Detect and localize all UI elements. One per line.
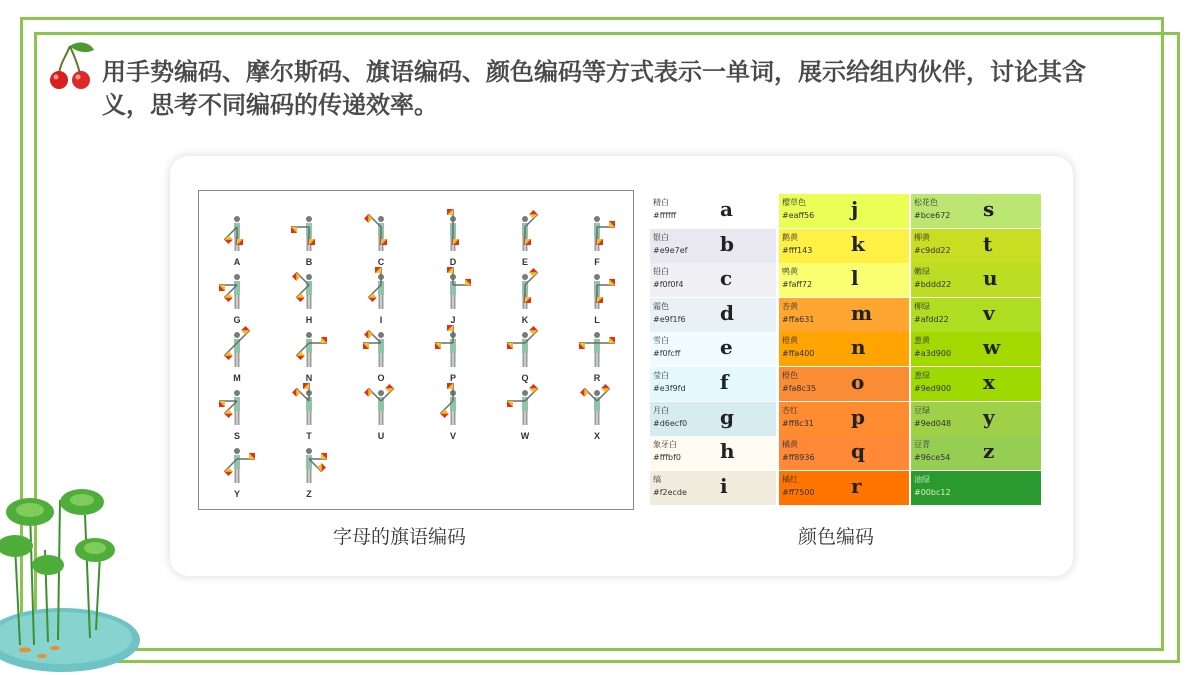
color-letter: z xyxy=(983,439,995,464)
semaphore-letter: C xyxy=(377,257,385,267)
color-letter: f xyxy=(720,370,729,394)
semaphore-y xyxy=(217,441,257,503)
page-title: 用手势编码、摩尔斯码、旗语编码、颜色编码等方式表示一单词，展示给组内伙伴，讨论其含义，思考不同编码的传递效率。 xyxy=(102,58,1086,119)
color-code-v xyxy=(911,298,1041,332)
semaphore-i xyxy=(361,267,401,329)
semaphore-figure-icon xyxy=(289,325,329,371)
semaphore-u xyxy=(361,383,401,445)
color-name: 莹白 xyxy=(653,371,669,380)
color-letter: y xyxy=(983,404,995,429)
color-hex: #bce672 xyxy=(914,211,951,220)
semaphore-letter: K xyxy=(521,315,529,325)
semaphore-letter: H xyxy=(305,315,313,325)
color-letter: j xyxy=(851,197,859,221)
color-name: 葱黄 xyxy=(914,336,930,346)
color-code-u xyxy=(911,263,1041,297)
color-code-z xyxy=(911,436,1041,470)
semaphore-figure-icon xyxy=(361,325,401,371)
semaphore-figure-icon xyxy=(577,325,617,371)
semaphore-letter: U xyxy=(377,431,385,441)
color-name: 橘红 xyxy=(782,474,798,484)
semaphore-r xyxy=(577,325,617,387)
color-name: 鹅黄 xyxy=(782,232,798,242)
color-letter: w xyxy=(983,335,1001,360)
semaphore-figure-icon xyxy=(577,383,617,429)
color-name: 橙色 xyxy=(782,371,798,380)
color-code-h xyxy=(650,436,776,470)
color-letter: k xyxy=(851,231,865,256)
semaphore-z xyxy=(289,441,329,503)
color-code-c xyxy=(650,263,776,297)
semaphore-x xyxy=(577,383,617,445)
color-code-a xyxy=(650,194,776,228)
semaphore-s xyxy=(217,383,257,445)
color-code-i xyxy=(650,471,776,505)
semaphore-figure-icon xyxy=(361,383,401,429)
color-hex: #afdd22 xyxy=(914,314,949,324)
semaphore-v xyxy=(433,383,473,445)
color-letter: v xyxy=(983,300,995,325)
color-name: 葱绿 xyxy=(914,371,930,380)
semaphore-letter: Q xyxy=(521,373,529,383)
semaphore-f xyxy=(577,209,617,271)
semaphore-letter: Y xyxy=(233,489,240,499)
color-hex: #c9dd22 xyxy=(914,245,951,255)
color-code-caption: 颜色编码 xyxy=(798,526,875,548)
semaphore-n xyxy=(289,325,329,387)
color-hex: #f0f0f4 xyxy=(653,280,684,290)
semaphore-q xyxy=(505,325,545,387)
semaphore-figure-icon xyxy=(577,267,617,313)
semaphore-letter: M xyxy=(233,373,241,383)
semaphore-letter: W xyxy=(520,431,530,441)
color-letter: p xyxy=(851,404,865,429)
semaphore-letter: I xyxy=(379,315,383,325)
color-letter: q xyxy=(851,439,865,464)
color-letter: l xyxy=(851,266,859,291)
color-name: 嫩绿 xyxy=(914,267,930,277)
color-hex: #9ed048 xyxy=(914,418,952,428)
color-code-q xyxy=(779,436,909,470)
color-hex: #ffa400 xyxy=(782,349,815,359)
color-hex: #96ce54 xyxy=(914,453,951,463)
color-letter: i xyxy=(720,473,728,498)
semaphore-figure-icon xyxy=(289,441,329,487)
color-code-w xyxy=(911,332,1041,366)
semaphore-panel xyxy=(198,190,634,510)
semaphore-figure-icon xyxy=(289,209,329,255)
semaphore-letter: P xyxy=(449,373,456,383)
semaphore-t xyxy=(289,383,329,445)
semaphore-figure-icon xyxy=(505,267,545,313)
semaphore-figure-icon xyxy=(505,325,545,371)
color-letter: o xyxy=(851,370,865,394)
semaphore-letter: B xyxy=(305,257,313,267)
semaphore-letter: E xyxy=(521,257,528,267)
semaphore-figure-icon xyxy=(505,383,545,429)
color-code-o xyxy=(779,367,909,401)
color-code-t xyxy=(911,229,1041,263)
color-letter: h xyxy=(720,439,735,464)
semaphore-figure-icon xyxy=(433,325,473,371)
semaphore-w xyxy=(505,383,545,445)
color-code-n xyxy=(779,332,909,366)
color-hex: #e3f9fd xyxy=(653,384,686,393)
semaphore-p xyxy=(433,325,473,387)
semaphore-letter: V xyxy=(449,431,456,441)
color-letter: s xyxy=(983,197,995,221)
semaphore-h xyxy=(289,267,329,329)
semaphore-e xyxy=(505,209,545,271)
color-code-j xyxy=(779,194,909,228)
color-letter: c xyxy=(720,266,733,291)
semaphore-letter: L xyxy=(594,315,600,325)
color-code-f xyxy=(650,367,776,401)
color-hex: #f0fcff xyxy=(653,349,681,359)
semaphore-a xyxy=(217,209,257,271)
semaphore-figure-icon xyxy=(361,209,401,255)
color-code-d xyxy=(650,298,776,332)
semaphore-j xyxy=(433,267,473,329)
color-code-g xyxy=(650,402,776,436)
color-name: 铅白 xyxy=(653,267,669,277)
color-hex: #ff8c31 xyxy=(782,418,814,428)
semaphore-figure-icon xyxy=(217,441,257,487)
color-hex: #fa8c35 xyxy=(782,384,817,393)
color-name: 橙黄 xyxy=(782,336,798,346)
color-name: 鸭黄 xyxy=(782,267,798,277)
lotus-plants-decoration xyxy=(0,470,150,675)
semaphore-o xyxy=(361,325,401,387)
image-card xyxy=(170,156,1073,576)
color-hex: #ffffff xyxy=(653,211,677,220)
color-code-l xyxy=(779,263,909,297)
semaphore-figure-icon xyxy=(577,209,617,255)
semaphore-figure-icon xyxy=(361,267,401,313)
cherry-icon xyxy=(48,40,98,92)
color-hex: #faff72 xyxy=(782,280,813,290)
semaphore-letter: T xyxy=(306,431,312,441)
color-letter: r xyxy=(851,473,862,498)
semaphore-d xyxy=(433,209,473,271)
color-hex: #bddd22 xyxy=(914,280,952,290)
color-code-m xyxy=(779,298,909,332)
color-letter: a xyxy=(720,197,733,221)
semaphore-figure-icon xyxy=(505,209,545,255)
color-hex: #fffbf0 xyxy=(653,453,682,463)
color-name: 银白 xyxy=(653,232,669,242)
color-name: 霜色 xyxy=(653,301,669,311)
color-code-x xyxy=(911,367,1041,401)
color-letter: e xyxy=(720,335,733,360)
semaphore-m xyxy=(217,325,257,387)
semaphore-letter: Z xyxy=(306,489,312,499)
color-letter: g xyxy=(720,404,734,429)
color-name: 象牙白 xyxy=(653,440,677,450)
color-hex: #d6ecf0 xyxy=(653,418,688,428)
semaphore-letter: S xyxy=(233,431,240,441)
semaphore-letter: X xyxy=(593,431,600,441)
color-hex: #e9e7ef xyxy=(653,245,688,255)
color-name: 樱草色 xyxy=(782,198,806,207)
color-code-s xyxy=(911,194,1041,228)
color-hex: #eaff56 xyxy=(782,211,815,220)
color-name: 松花色 xyxy=(914,198,938,207)
semaphore-figure-icon xyxy=(217,383,257,429)
color-hex: #fff143 xyxy=(782,245,813,255)
semaphore-g xyxy=(217,267,257,329)
semaphore-figure-icon xyxy=(217,267,257,313)
semaphore-figure-icon xyxy=(433,209,473,255)
semaphore-letter: O xyxy=(377,373,385,383)
color-letter: d xyxy=(720,300,734,325)
semaphore-letter: G xyxy=(233,315,241,325)
semaphore-c xyxy=(361,209,401,271)
semaphore-letter: F xyxy=(594,257,600,267)
color-code-k xyxy=(779,229,909,263)
color-name: 缟 xyxy=(653,474,661,484)
color-name: 柳绿 xyxy=(914,301,930,311)
semaphore-letter: R xyxy=(593,373,601,383)
color-hex: #00bc12 xyxy=(914,487,951,497)
semaphore-figure-icon xyxy=(433,383,473,429)
semaphore-figure-icon xyxy=(289,383,329,429)
semaphore-letter: N xyxy=(305,373,313,383)
semaphore-caption: 字母的旗语编码 xyxy=(333,526,467,548)
color-letter: n xyxy=(851,335,866,360)
color-name: 豆青 xyxy=(914,440,930,450)
color-name: 橘黄 xyxy=(782,440,798,450)
color-hex: #f2ecde xyxy=(653,487,687,497)
color-code-b xyxy=(650,229,776,263)
color-name: 雪白 xyxy=(653,336,669,346)
semaphore-k xyxy=(505,267,545,329)
color-code-extra xyxy=(911,471,1041,505)
semaphore-letter: J xyxy=(450,315,456,325)
color-name: 豆绿 xyxy=(914,405,930,415)
semaphore-figure-icon xyxy=(289,267,329,313)
color-letter: u xyxy=(983,266,998,291)
color-name: 柳黄 xyxy=(914,232,930,242)
color-letter: x xyxy=(983,370,995,394)
color-hex: #a3d900 xyxy=(914,349,952,359)
color-code-p xyxy=(779,402,909,436)
semaphore-figure-icon xyxy=(217,325,257,371)
color-name: 精白 xyxy=(653,198,669,207)
color-hex: #9ed900 xyxy=(914,384,952,393)
semaphore-letter: D xyxy=(449,257,457,267)
color-letter: m xyxy=(851,300,873,325)
color-name: 杏黄 xyxy=(782,301,798,311)
semaphore-l xyxy=(577,267,617,329)
color-hex: #ff8936 xyxy=(782,453,815,463)
semaphore-figure-icon xyxy=(433,267,473,313)
color-hex: #ffa631 xyxy=(782,314,815,324)
color-name: 月白 xyxy=(653,405,669,415)
color-code-e xyxy=(650,332,776,366)
semaphore-b xyxy=(289,209,329,271)
color-letter: b xyxy=(720,231,734,256)
color-code-r xyxy=(779,471,909,505)
color-name: 杏红 xyxy=(782,405,798,415)
color-letter: t xyxy=(983,231,993,256)
color-hex: #ff7500 xyxy=(782,487,815,497)
semaphore-letter: A xyxy=(233,257,241,267)
color-name: 油绿 xyxy=(914,474,930,484)
color-code-y xyxy=(911,402,1041,436)
semaphore-figure-icon xyxy=(217,209,257,255)
color-hex: #e9f1f6 xyxy=(653,314,686,324)
